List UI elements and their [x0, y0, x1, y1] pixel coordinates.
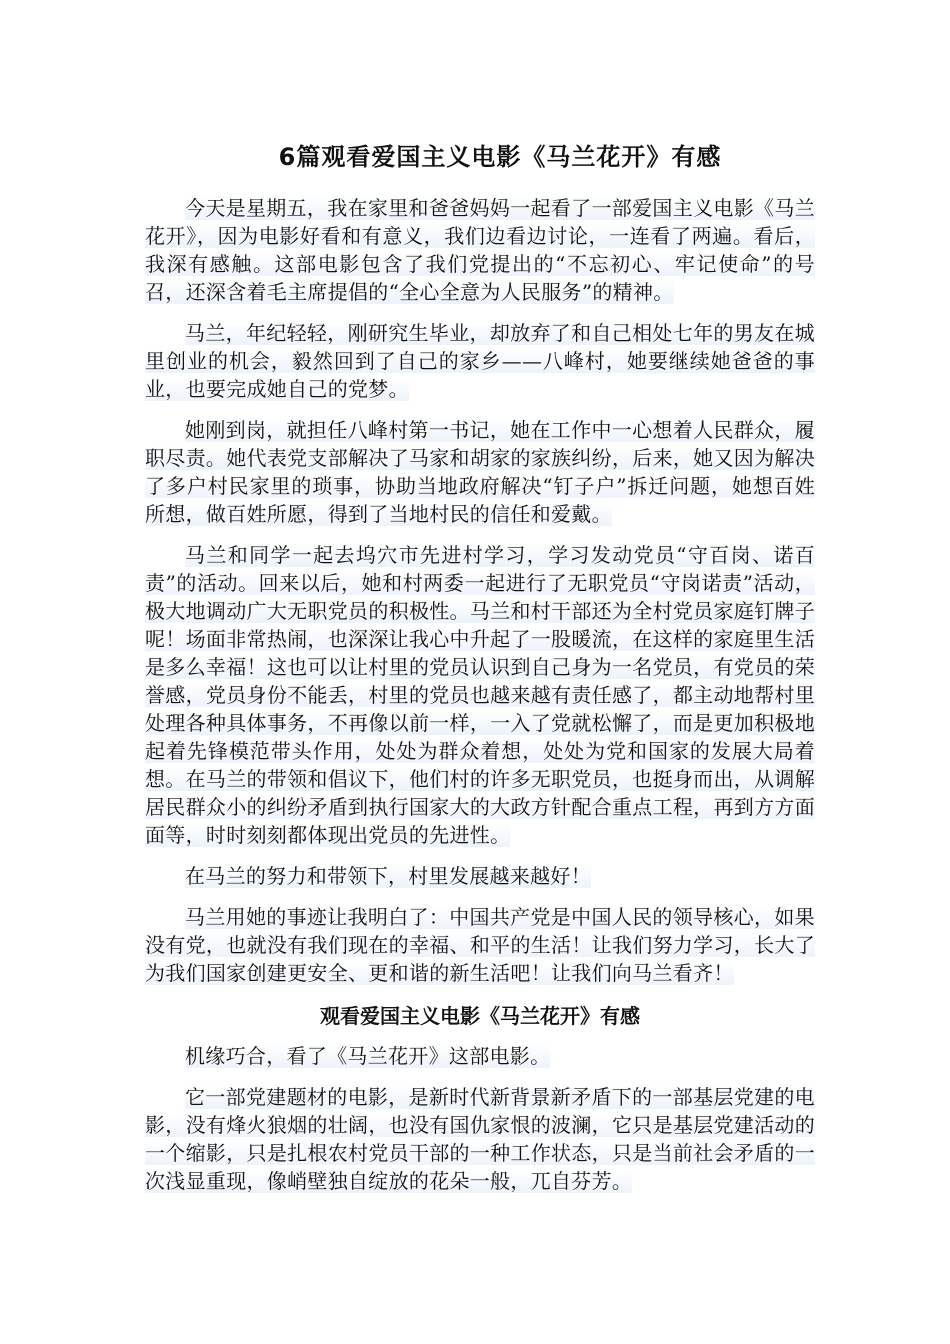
section-title: 观看爱国主义电影《马兰花开》有感 — [320, 1004, 640, 1028]
paragraph-text: 马兰用她的事迹让我明白了：中国共产党是中国人民的领导核心，如果没有党，也就没有我们现在的幸福、和平的生活！让我们努力学习，长大了为我们国家创建更安全、更和谐的新生活吧！让我们向马兰看齐！ — [145, 905, 815, 985]
paragraph — [145, 903, 815, 987]
paragraph — [145, 541, 815, 849]
paragraph-text: 马兰和同学一起去坞穴市先进村学习，学习发动党员“守百岗、诺百责”的活动。回来以后，她和村两委一起进行了无职党员“守岗诺责”活动，极大地调动广大无职党员的积极性。马兰和村干部还为全村党员家庭钉牌子呢！场面非常热闹，也深深让我心中升起了一股暖流，在这样的家庭里生活是多么幸福！这也可以让村里的党员认识到自己身为一名党员，有党员的荣誉感，党员身份不能丢，村里的党员也越来越有责任感了，都主动地帮村里处理各种具体事务，不再像以前一样，一入了党就松懈了，而是更加积极地起着先锋模范带头作用，处处为群众着想，处处为党和国家的发展大局着想。在马兰的带领和倡议下，他们村的许多无职党员，也挺身而出，从调解居民群众小的纠纷矛盾到执行国家大的大政方针配合重点工程，再到方方面面等，时时刻刻都体现出党员的先进性。 — [145, 543, 815, 847]
paragraph — [145, 416, 815, 528]
paragraph-text: 在马兰的努力和带领下，村里发展越来越好！ — [185, 864, 591, 888]
paragraph — [145, 862, 815, 890]
paragraph — [145, 319, 815, 403]
paragraph-text: 它一部党建题材的电影，是新时代新背景新矛盾下的一部基层党建的电影，没有烽火狼烟的壮阔，也没有国仇家恨的波澜，它只是基层党建活动的一个缩影，只是扎根农村党员干部的一种工作状态，只是当前社会矛盾的一次浅显重现，像峭壁独自绽放的花朵一般，兀自芬芳。 — [145, 1085, 815, 1193]
paragraph-text: 马兰，年纪轻轻，刚研究生毕业，却放弃了和自己相处七年的男友在城里创业的机会，毅然回到了自己的家乡——八峰村，她要继续她爸爸的事业，也要完成她自己的党梦。 — [145, 321, 815, 401]
document-title: 6篇观看爱国主义电影《马兰花开》有感 — [278, 143, 722, 171]
paragraph-text: 她刚到岗，就担任八峰村第一书记，她在工作中一心想着人民群众，履职尽责。她代表党支部解决了马家和胡家的家族纠纷，后来，她又因为解决了多户村民家里的琐事，协助当地政府解决“钉子户”拆迁问题，她想百姓所想，做百姓所愿，得到了当地村民的信任和爱戴。 — [145, 418, 815, 526]
paragraph — [145, 1083, 815, 1195]
document-page — [145, 140, 815, 1208]
paragraph — [145, 194, 815, 306]
paragraph-text: 今天是星期五，我在家里和爸爸妈妈一起看了一部爱国主义电影《马兰花开》，因为电影好看和有意义，我们边看边讨论，一连看了两遍。看后，我深有感触。这部电影包含了我们党提出的“不忘初心、牢记使命”的号召，还深含着毛主席提倡的“全心全意为人民服务”的精神。 — [145, 196, 815, 304]
paragraph-text: 机缘巧合，看了《马兰花开》这部电影。 — [185, 1044, 551, 1068]
paragraph — [145, 1042, 815, 1070]
